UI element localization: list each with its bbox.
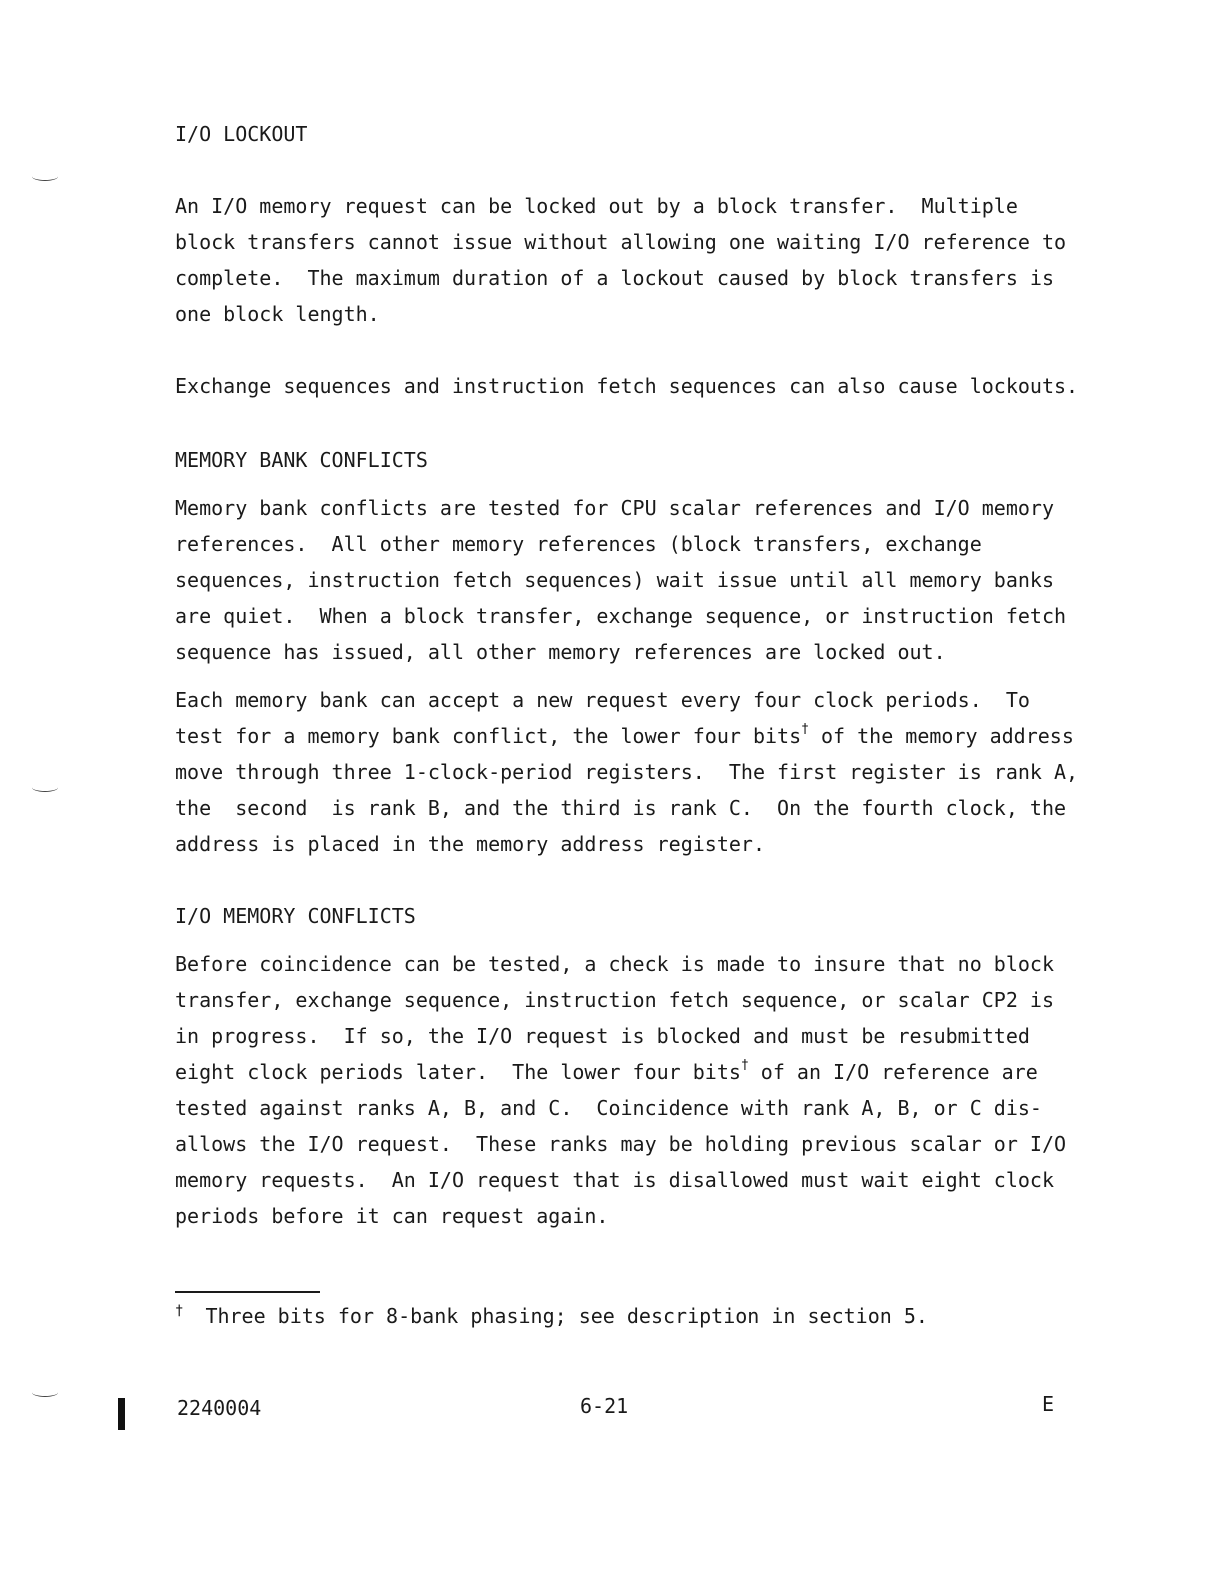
section-heading-io-memory-conflicts: I/O MEMORY CONFLICTS [175, 904, 416, 928]
text-line: block transfers cannot issue without allowing one waiting I/O reference to [175, 230, 1067, 254]
footnote-mark: † [175, 1303, 184, 1319]
revision-letter: E [1042, 1392, 1055, 1416]
paragraph [175, 188, 1075, 332]
text-line: move through three 1-clock-period registers. The first register is rank A, [175, 760, 1079, 784]
text-segment: of the memory address [808, 724, 1074, 748]
text-line [175, 1054, 1075, 1090]
footnote-divider [175, 1291, 320, 1293]
text-line: complete. The maximum duration of a lockout caused by block transfers is [175, 266, 1054, 290]
text-line: tested against ranks A, B, and C. Coincidence with rank A, B, or C dis- [175, 1096, 1042, 1120]
footnote-reference-mark: † [740, 1058, 749, 1073]
margin-mark [32, 1388, 58, 1397]
text-line: Exchange sequences and instruction fetch sequences can also cause lockouts. [175, 374, 1079, 398]
text-line: references. All other memory references (block transfers, exchange [175, 532, 982, 556]
text-line: periods before it can request again. [175, 1204, 609, 1228]
text-line: sequence has issued, all other memory references are locked out. [175, 640, 946, 664]
text-segment: of an I/O reference are [748, 1060, 1038, 1084]
text-line: Before coincidence can be tested, a check is made to insure that no block [175, 952, 1054, 976]
text-line: are quiet. When a block transfer, exchange sequence, or instruction fetch [175, 604, 1067, 628]
text-line: in progress. If so, the I/O request is blocked and must be resubmitted [175, 1024, 1030, 1048]
text-line: address is placed in the memory address register. [175, 832, 766, 856]
margin-mark [32, 783, 58, 792]
text-line: An I/O memory request can be locked out by a block transfer. Multiple [175, 194, 1018, 218]
paragraph [175, 946, 1075, 1234]
footnote-text: Three bits for 8-bank phasing; see description in section 5. [205, 1304, 928, 1328]
text-line [175, 718, 1075, 754]
text-line: transfer, exchange sequence, instruction fetch sequence, or scalar CP2 is [175, 988, 1054, 1012]
page-number: 6-21 [580, 1394, 629, 1418]
text-line: memory requests. An I/O request that is disallowed must wait eight clock [175, 1168, 1054, 1192]
text-line: Memory bank conflicts are tested for CPU scalar references and I/O memory [175, 496, 1054, 520]
page-body [175, 116, 1079, 1234]
text-line: one block length. [175, 302, 380, 326]
text-line: the second is rank B, and the third is rank C. On the fourth clock, the [175, 796, 1067, 820]
document-number: 2240004 [177, 1396, 262, 1420]
text-segment: test for a memory bank conflict, the lower four bits [175, 724, 802, 748]
paragraph [175, 490, 1075, 670]
paragraph [175, 368, 1079, 404]
change-bar [118, 1398, 125, 1430]
text-line: sequences, instruction fetch sequences) wait issue until all memory banks [175, 568, 1054, 592]
section-heading-memory-bank-conflicts: MEMORY BANK CONFLICTS [175, 448, 428, 472]
text-line: Each memory bank can accept a new request every four clock periods. To [175, 688, 1030, 712]
footnote-reference-mark: † [801, 722, 809, 737]
text-segment: eight clock periods later. The lower four bits [175, 1060, 741, 1084]
text-line: allows the I/O request. These ranks may be holding previous scalar or I/O [175, 1132, 1067, 1156]
paragraph [175, 682, 1079, 862]
section-heading-io-lockout: I/O LOCKOUT [175, 122, 308, 146]
margin-mark [32, 172, 58, 181]
footnote [175, 1298, 928, 1334]
